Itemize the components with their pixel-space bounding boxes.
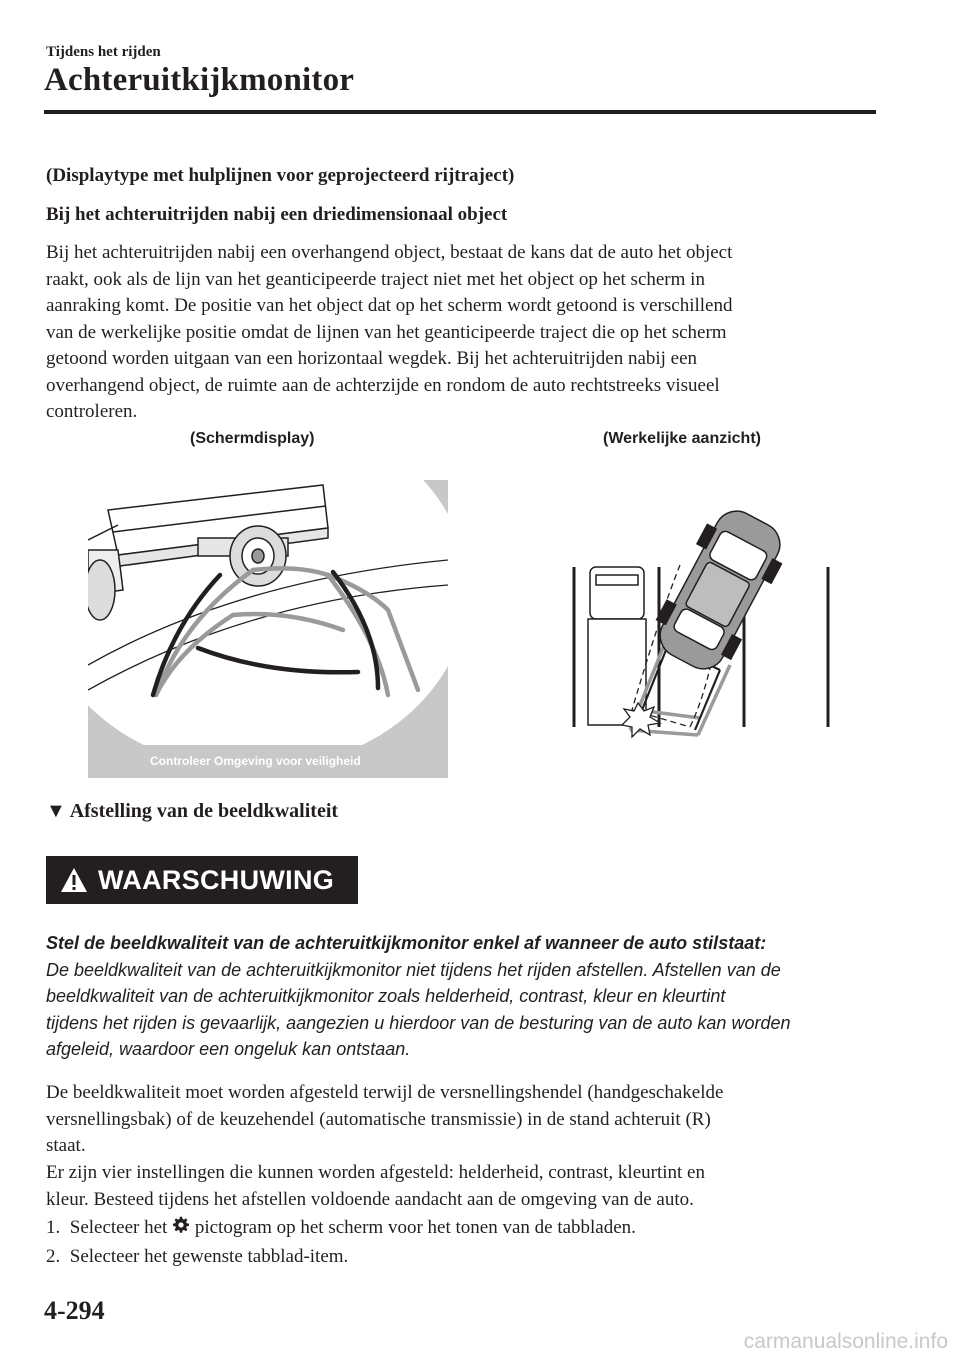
- warning-triangle-icon: [60, 867, 88, 893]
- gear-icon: [172, 1216, 190, 1234]
- triangle-marker-icon: ▼: [46, 800, 66, 822]
- paragraph-four-settings: Er zijn vier instellingen die kunnen worden afgesteld: helderheid, contrast, kleurtint en kleur. Besteed tijdens het afstellen voldoende aandacht aan de omgeving van de auto.: [46, 1162, 705, 1210]
- subheading-3d-object: Bij het achteruitrijden nabij een driedimensionaal object: [46, 204, 508, 225]
- watermark: carmanualsonline.info: [743, 1330, 948, 1353]
- caption-actual-view: (Werkelijke aanzicht): [603, 430, 761, 447]
- paragraph-overhang: Bij het achteruitrijden nabij een overhangend object, bestaat de kans dat de auto het object raakt, ook als de lijn van het geanticipeerde traject niet met het object op het scherm in aanraking komt. De positie van het object dat op het scherm wordt getoond is verschillend van de werkelijke positie omdat de lijnen van het geanticipeerde traject die op het scherm getoond worden uitgaan van een horizontaal wegdek. Bij het achteruitrijden nabij een overhangend object, de ruimte aan de achterzijde en rondom de auto rechtstreeks visueel controleren.: [46, 242, 733, 422]
- screen-display-figure: [88, 480, 448, 778]
- actual-view-figure: [560, 505, 850, 750]
- warning-label: WAARSCHUWING: [98, 864, 335, 895]
- list-item: 1. Selecteer het pictogram op het scherm voor het tonen van de tabbladen.: [46, 1217, 636, 1238]
- caption-screen-display: (Schermdisplay): [190, 430, 315, 447]
- display-type-heading: (Displaytype met hulplijnen voor geprojecteerd rijtraject): [46, 165, 515, 186]
- warning-text: Stel de beeldkwaliteit van de achteruitkijkmonitor enkel af wanneer de auto stilstaat: De beeldkwaliteit van de achteruitkijkmonitor niet tijdens het rijden afstellen. Afstellen van de beeldkwaliteit van de achteruitkijkmonitor zoals helderheid, contrast, kleur en kleurtint tijdens het rijden is gevaarlijk, aangezien u hierdoor van de besturing van de auto kan worden afgeleid, waardoor een ongeluk kan ontstaan.: [46, 930, 876, 1063]
- list-item: 2. Selecteer het gewenste tabblad-item.: [46, 1246, 349, 1267]
- reversing-car: [645, 505, 794, 680]
- title-rule: [44, 110, 876, 114]
- page-title: Achteruitkijkmonitor: [44, 62, 355, 98]
- page-number: 4-294: [44, 1296, 105, 1325]
- warning-banner: [46, 856, 358, 904]
- screen-footer-text: Controleer Omgeving voor veiligheid: [150, 754, 361, 768]
- section-label: Tijdens het rijden: [46, 44, 161, 60]
- parked-truck: [588, 567, 646, 725]
- image-quality-heading: ▼ Afstelling van de beeldkwaliteit: [46, 800, 339, 822]
- paragraph-adjust-conditions: De beeldkwaliteit moet worden afgesteld terwijl de versnellingshendel (handgeschakelde versnellingsbak) of de keuzehendel (automatische transmissie) in de stand achteruit (R) staat.: [46, 1082, 724, 1156]
- warning-lead: Stel de beeldkwaliteit van de achteruitkijkmonitor enkel af wanneer de auto stilstaat:: [46, 933, 767, 953]
